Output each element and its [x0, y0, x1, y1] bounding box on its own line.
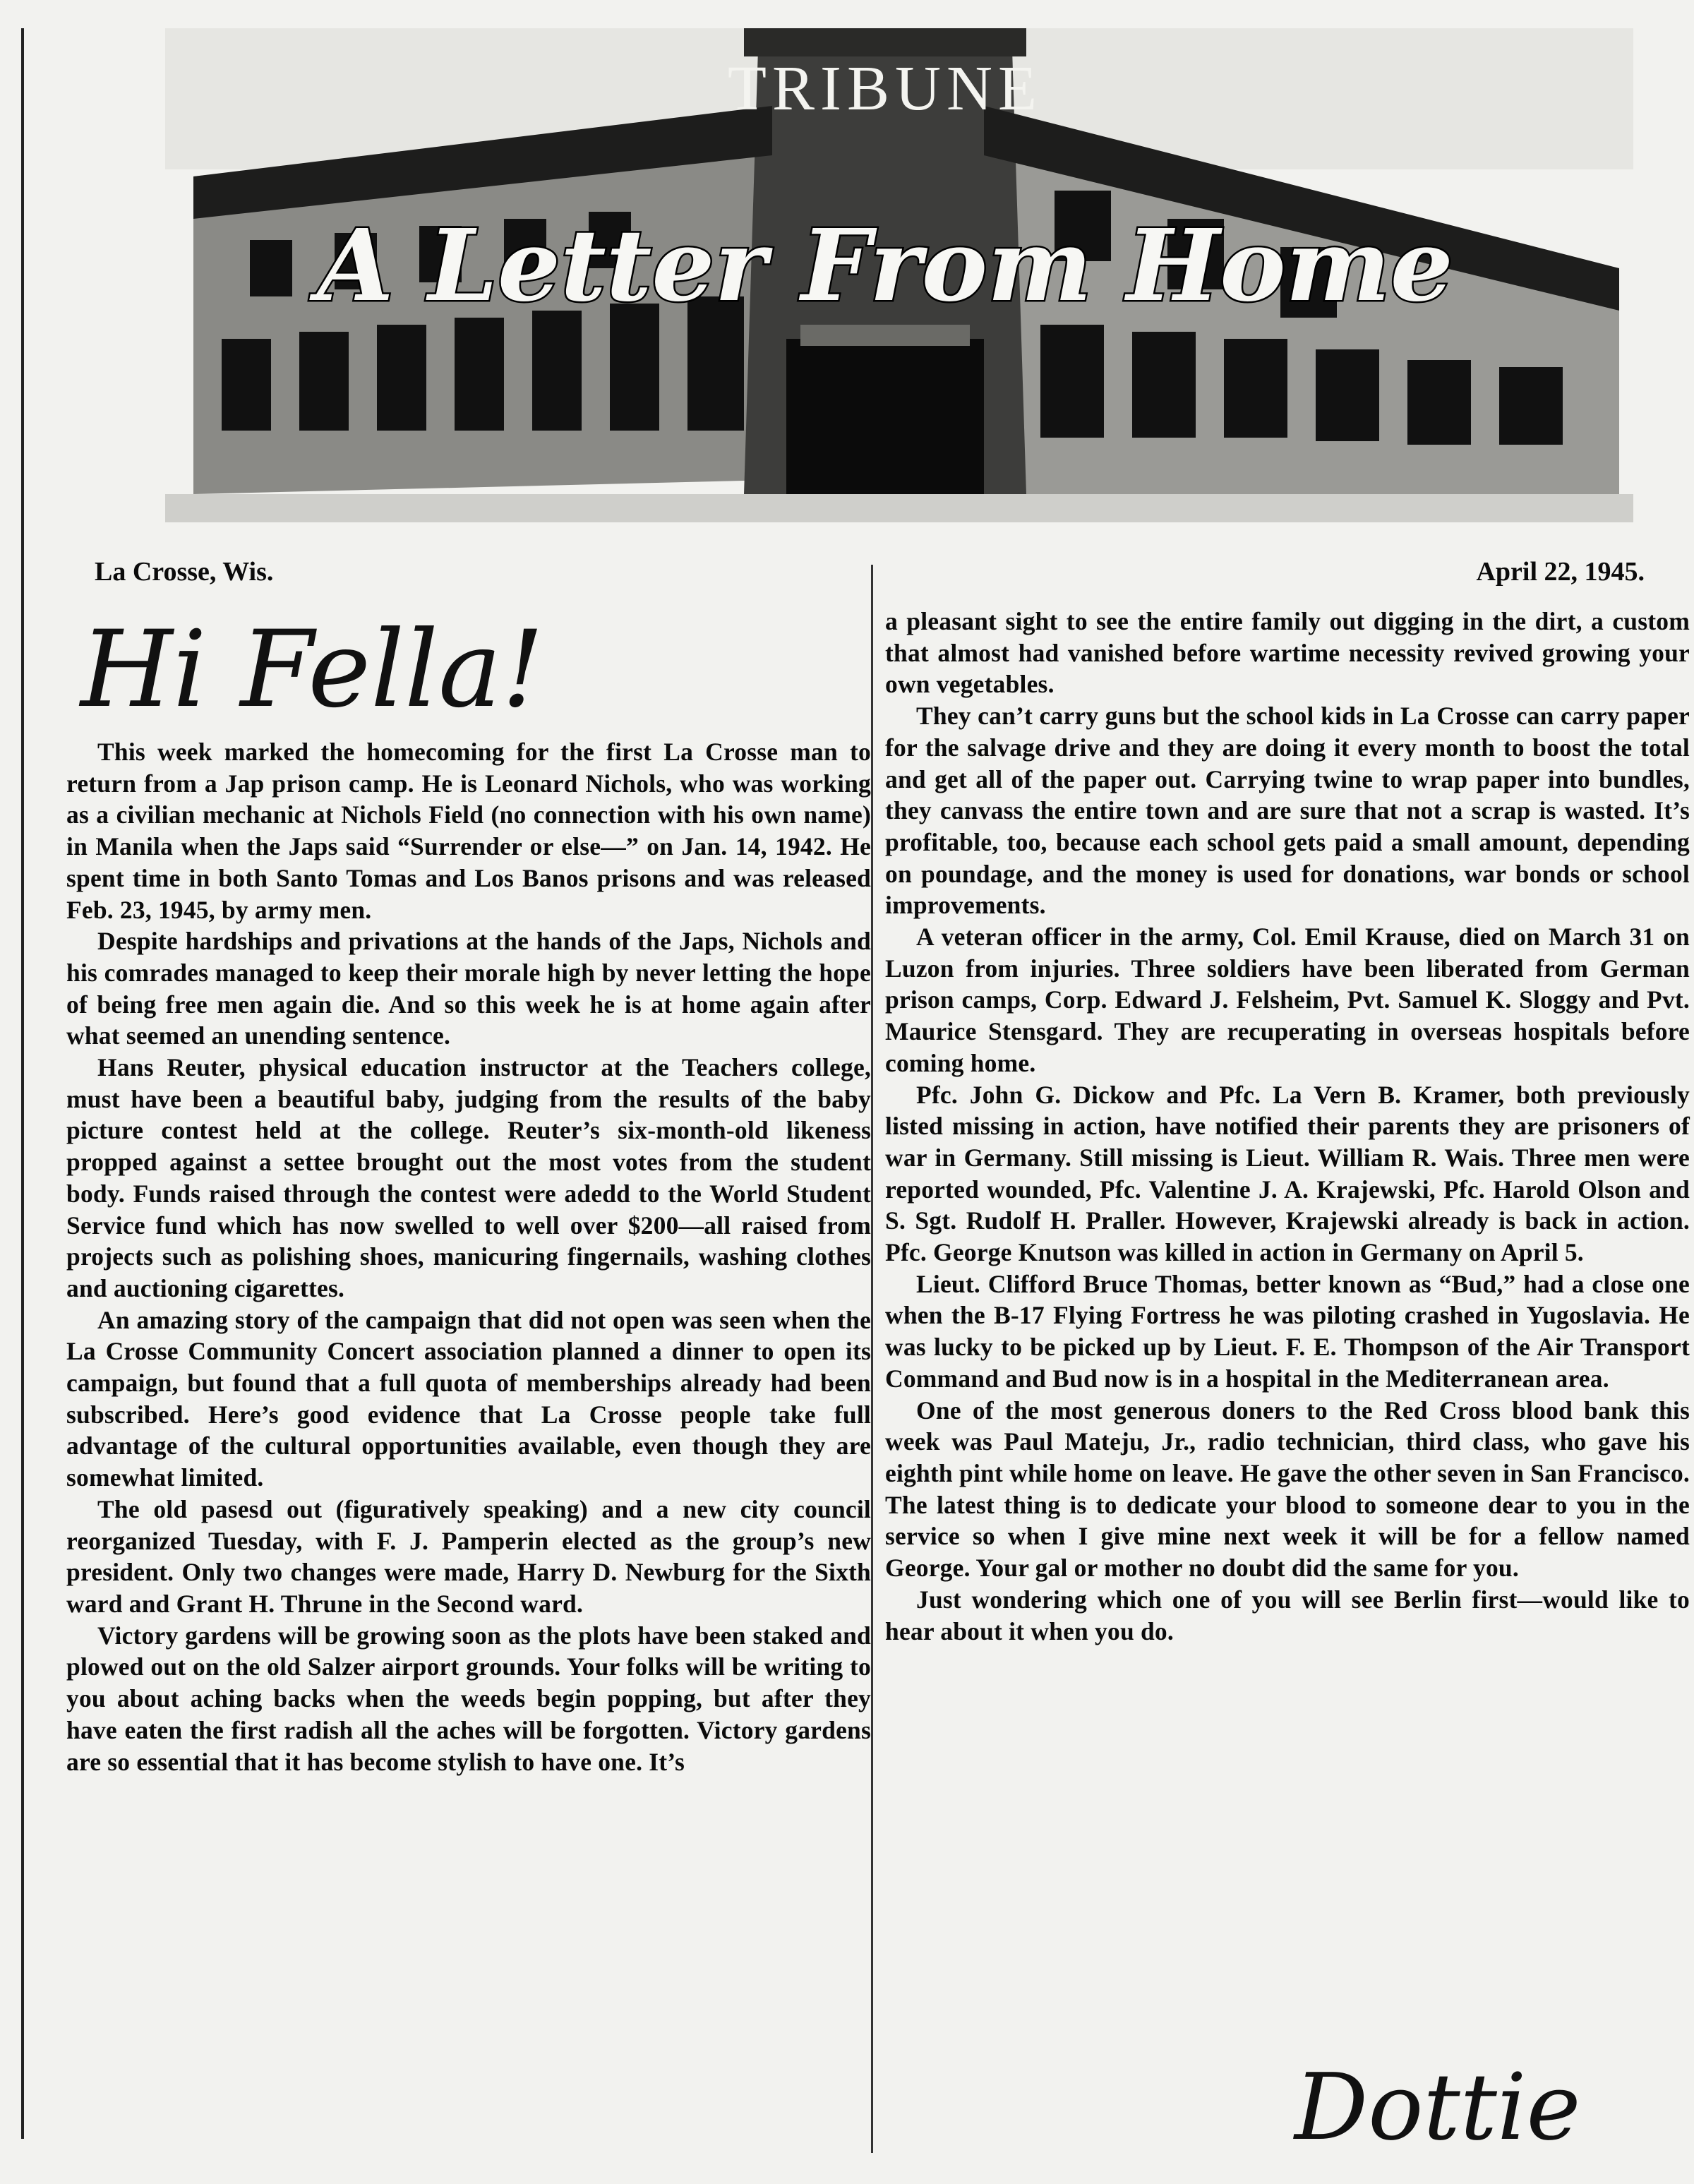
paragraph: Hans Reuter, physical education instructor at the Teachers college, must have been a beautiful baby, judging from the results of the baby picture contest held at the college. Reuter’s six-month-old likeness propped against a settee brought out the most votes from the student body. Funds raised through the contest were adedd to the World Student Service fund which has now swelled to well over $200—all raised from projects such as polishing shoes, manicuring fingernails, washing clothes and auctioning cigarettes. — [66, 1053, 871, 1302]
paragraph: Just wondering which one of you will see Berlin first—would like to hear about it when you do. — [885, 1585, 1690, 1645]
paragraph: The old pasesd out (figuratively speaking) and a new city council reorganized Tuesday, with F. J. Pamperin elected as the group’s new president. Only two changes were made, Harry D. Newburg for the Sixth ward and Grant H. Thrune in the Second ward. — [66, 1494, 871, 1618]
masthead-photo — [165, 28, 1633, 522]
paragraph: This week marked the homecoming for the first La Crosse man to return from a Jap prison camp. He is Leonard Nichols, who was working as a civilian mechanic at Nichols Field (no connection with his own name) in Manila when the Japs said “Surrender or else—” on Jan. 14, 1942. He spent time in both Santo Tomas and Los Banos prisons and was released Feb. 23, 1945, by army men. — [66, 738, 871, 924]
paragraph: Despite hardships and privations at the hands of the Japs, Nichols and his comrades managed to keep their morale high by never letting the hope of being free men again die. And so this week he is at home again after what seemed an unending sentence. — [66, 927, 871, 1050]
signature — [1280, 2040, 1676, 2181]
paragraph: Pfc. John G. Dickow and Pfc. La Vern B. Kramer, both previously listed missing in action, have notified their parents they are prisoners of war in Germany. Still missing is Lieut. William R. Wais. Three men were reported wounded, Pfc. Valentine J. A. Krajewski, Pfc. Harold Olson and S. Sgt. Rudolf H. Praller. However, Krajewski already is back in action. Pfc. George Knutson was killed in action in Germany on April 5. — [885, 1080, 1690, 1267]
right-column — [885, 606, 1690, 2039]
greeting-text: Hi Fella! — [80, 608, 544, 731]
greeting — [66, 607, 772, 748]
paragraph: An amazing story of the campaign that did not open was seen when the La Crosse Community Concert association planned a dinner to open its campaign, but found that a full quota of memberships already had been subscribed. Here’s good evidence that La Crosse people take full advantage of the cultural opportunities available, even though they are somewhat limited. — [66, 1305, 871, 1492]
paragraph: One of the most generous doners to the Red Cross blood bank this week was Paul Mateju, Jr., radio technician, third class, who gave his eighth pint while home on leave. He gave the other seven in San Francisco. The latest thing is to dedicate your blood to someone dear to you in the service so when I give mine next week it will be for a fellow named George. Your gal or mother no doubt did the same for you. — [885, 1396, 1690, 1583]
paragraph: They can’t carry guns but the school kids in La Crosse can carry paper for the salvage drive and they are doing it every month to boost the total and get all of the paper out. Carrying twine to wrap paper into bundles, they canvass the entire town and are sure that not a scrap is wasted. It’s profitable, too, because each school gets paid a small amount, depending on poundage, and the money is used for donations, war bonds or school improvements. — [885, 702, 1690, 920]
column-divider — [871, 565, 873, 2153]
tribune-sign: TRIBUNE — [728, 54, 1043, 124]
paragraph: Victory gardens will be growing soon as the plots have been staked and plowed out on the old Salzer airport grounds. Your folks will be writing to you about aching backs when the weeds begin popping, but after they have eaten the first radish all the aches will be forgotten. Victory gardens are so essential that it has become stylish to have one. It’s — [66, 1621, 871, 1776]
signature-text: Dottie — [1294, 2053, 1581, 2161]
paragraph: A veteran officer in the army, Col. Emil Krause, died on March 31 on Luzon from injuries. Three soldiers have been liberated from German prison camps, Corp. Edward J. Felsheim, Pvt. Samuel K. Sloggy and Pvt. Maurice Stensgard. They are recuperating in overseas hospitals before coming home. — [885, 923, 1690, 1077]
newspaper-clipping — [21, 28, 1690, 2161]
paragraph: Lieut. Clifford Bruce Thomas, better known as “Bud,” had a close one when the B-17 Flying Fortress he was piloting crashed in Yugoslavia. He was lucky to be picked up by Lieut. F. E. Thompson of the Air Transport Command and Bud now is in a hospital in the Mediterranean area. — [885, 1269, 1690, 1393]
dateline-place: La Crosse, Wis. — [95, 557, 274, 587]
dateline-date: April 22, 1945. — [1476, 557, 1645, 587]
left-column — [66, 736, 871, 2162]
paragraph: a pleasant sight to see the entire family out digging in the dirt, a custom that almost had vanished before wartime necessity revived growing your own vegetables. — [885, 607, 1690, 699]
script-title: A Letter From Home — [317, 208, 1453, 324]
tribune-building-illustration — [165, 28, 1633, 522]
